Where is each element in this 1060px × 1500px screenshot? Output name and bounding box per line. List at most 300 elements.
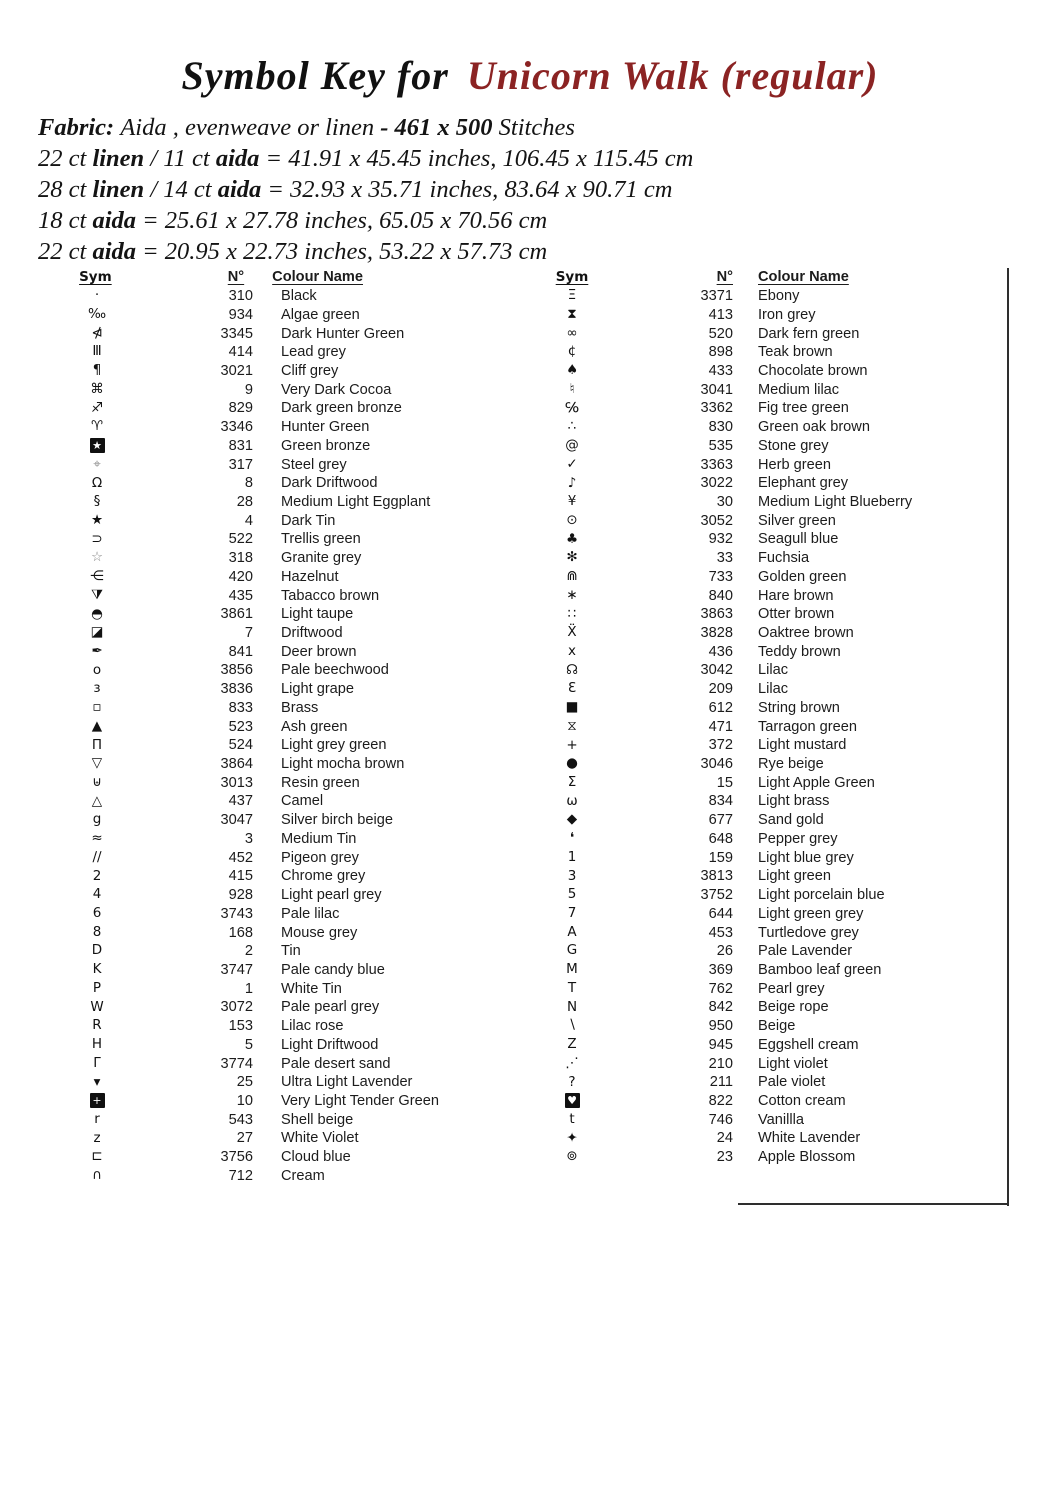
symbol-cell: ♐	[90, 399, 104, 416]
number-cell: 3052	[700, 512, 733, 529]
symbol-cell: R	[92, 1017, 102, 1034]
table-row	[537, 717, 1008, 736]
colour-name-cell: Otter brown	[758, 606, 835, 623]
number-cell: 3743	[220, 905, 253, 922]
colour-name-cell: Medium Tin	[281, 830, 357, 847]
number-cell: 3022	[700, 475, 733, 492]
table-row	[537, 867, 1008, 886]
table-row	[537, 1035, 1008, 1054]
symbol-cell: §	[93, 493, 101, 510]
colour-name-cell: Driftwood	[281, 625, 343, 642]
symbol-cell: ⌖	[93, 455, 101, 472]
symbol-cell: W	[90, 998, 104, 1015]
symbol-cell: ∷	[567, 605, 577, 622]
table-row	[62, 343, 502, 362]
colour-name-cell: Ebony	[758, 288, 800, 305]
sym-header: Sym	[79, 268, 112, 285]
number-cell: 830	[708, 419, 733, 436]
number-cell: 648	[708, 830, 733, 847]
table-row	[62, 867, 502, 886]
symbol-cell: ⊎	[92, 774, 102, 791]
symbol-cell: ✻	[566, 549, 578, 566]
number-cell: 3864	[220, 756, 253, 773]
symbol-cell: 5	[567, 886, 577, 903]
symbol-cell: ¶	[92, 362, 102, 379]
table-row	[62, 1092, 502, 1111]
colour-name-cell: Dark Tin	[281, 512, 336, 529]
colour-name-cell: Pepper grey	[758, 830, 838, 847]
number-cell: 3042	[700, 662, 733, 679]
number-cell: 452	[228, 849, 253, 866]
number-cell: 413	[708, 306, 733, 323]
symbol-cell: ★	[90, 511, 104, 528]
table-row	[62, 605, 502, 624]
number-cell: 33	[716, 550, 733, 567]
symbol-cell: A	[567, 923, 577, 940]
colour-name-cell: Very Dark Cocoa	[281, 381, 392, 398]
symbol-cell: ‰	[87, 306, 107, 323]
table-row	[62, 736, 502, 755]
fabric-line: Fabric: Aida , evenweave or linen - 461 x 500 Stitches	[38, 114, 575, 141]
colour-name-cell: Hunter Green	[281, 419, 370, 436]
number-cell: 3345	[220, 325, 253, 342]
table-row	[62, 511, 502, 530]
symbol-cell: ◆	[566, 811, 578, 828]
symbol-cell: ¥	[567, 493, 577, 510]
symbol-cell: ♪	[567, 474, 577, 491]
symbol-cell: ⊙	[566, 511, 578, 528]
colour-name-cell: White Violet	[281, 1130, 359, 1147]
number-cell: 159	[708, 849, 733, 866]
colour-name-cell: Shell beige	[281, 1111, 354, 1128]
table-row	[537, 755, 1008, 774]
number-cell: 522	[228, 531, 253, 548]
number-cell: 453	[708, 924, 733, 941]
colour-name-cell: Pale violet	[758, 1074, 826, 1091]
table-row	[62, 642, 502, 661]
table-row	[62, 549, 502, 568]
number-cell: 10	[236, 1092, 253, 1109]
number-cell: 829	[228, 400, 253, 417]
number-cell: 3362	[700, 400, 733, 417]
symbol-cell: ☊	[566, 661, 578, 678]
fabric-line: 22 ct aida = 20.95 x 22.73 inches, 53.22 x 57.73 cm	[38, 238, 548, 265]
colour-name-cell: Light violet	[758, 1055, 828, 1072]
table-row	[537, 549, 1008, 568]
table-rows	[62, 287, 502, 1186]
number-cell: 543	[228, 1111, 253, 1128]
number-cell: 3072	[220, 999, 253, 1016]
colour-name-cell: Beige rope	[758, 999, 829, 1016]
symbol-cell: ❛	[569, 830, 575, 847]
number-cell: 24	[716, 1130, 733, 1147]
number-header: N°	[227, 269, 245, 286]
colour-name-cell: Iron grey	[758, 306, 816, 323]
symbol-cell: ⋲	[90, 568, 104, 585]
colour-name-cell: Algae green	[281, 306, 360, 323]
colour-name-cell: Green bronze	[281, 437, 371, 454]
symbol-cell	[537, 1093, 607, 1108]
number-cell: 3013	[220, 774, 253, 791]
page-title	[0, 52, 1060, 99]
table-row	[62, 942, 502, 961]
table-row	[62, 848, 502, 867]
number-cell: 928	[228, 887, 253, 904]
colour-name-cell: Lilac	[758, 681, 789, 698]
table-row	[62, 530, 502, 549]
symbol-cell: ɜ	[93, 680, 101, 697]
table-row	[537, 343, 1008, 362]
symbol-cell: ⋰	[565, 1054, 579, 1071]
table-row	[537, 923, 1008, 942]
symbol-cell: D	[91, 942, 103, 959]
number-cell: 3863	[700, 606, 733, 623]
colour-name-cell: Ultra Light Lavender	[281, 1074, 413, 1091]
colour-name-cell: Herb green	[758, 456, 832, 473]
symbol-cell: 6	[92, 905, 102, 922]
symbol-cell: P	[92, 979, 102, 996]
number-cell: 7	[244, 625, 253, 642]
colour-name-cell: Medium Light Eggplant	[281, 493, 431, 510]
table-row	[62, 792, 502, 811]
colour-name-cell: Tarragon green	[758, 718, 857, 735]
number-cell: 834	[708, 793, 733, 810]
colour-name-cell: Medium Light Blueberry	[758, 493, 913, 510]
number-cell: 3747	[220, 961, 253, 978]
symbol-cell: ♮	[569, 380, 575, 397]
symbol-cell: ∴	[567, 418, 577, 435]
symbol-cell: ·	[94, 287, 100, 304]
table-row	[537, 568, 1008, 587]
number-cell: 520	[708, 325, 733, 342]
colour-name-cell: Sand gold	[758, 812, 824, 829]
symbol-cell: ▫	[92, 699, 102, 716]
number-header: N°	[716, 269, 733, 286]
table-row	[537, 605, 1008, 624]
colour-name-cell: Brass	[281, 699, 319, 716]
number-cell: 415	[228, 868, 253, 885]
colour-name-cell: Light pearl grey	[281, 887, 382, 904]
colour-key-table-left	[62, 268, 502, 1185]
table-row	[62, 568, 502, 587]
number-cell: 3828	[700, 625, 733, 642]
number-cell: 4	[244, 512, 253, 529]
table-row	[62, 699, 502, 718]
number-cell: 435	[228, 587, 253, 604]
number-cell: 3856	[220, 662, 253, 679]
symbol-cell: Γ	[93, 1054, 101, 1071]
number-cell: 3021	[220, 362, 253, 379]
number-cell: 3346	[220, 419, 253, 436]
number-cell: 23	[716, 1149, 733, 1166]
table-row	[537, 998, 1008, 1017]
number-cell: 524	[228, 737, 253, 754]
number-cell: 3363	[700, 456, 733, 473]
symbol-cell: 7	[567, 905, 577, 922]
number-cell: 27	[236, 1130, 253, 1147]
table-row	[62, 362, 502, 381]
number-cell: 436	[708, 643, 733, 660]
symbol-cell: ⊃	[91, 530, 103, 547]
symbol-cell: 3	[567, 867, 577, 884]
table-row	[62, 998, 502, 1017]
table-row	[62, 324, 502, 343]
symbol-cell: ≈	[91, 830, 103, 847]
colour-name-cell: Light porcelain blue	[758, 887, 885, 904]
colour-name-cell: Lilac rose	[281, 1018, 344, 1035]
table-row	[62, 1017, 502, 1036]
table-row	[537, 324, 1008, 343]
number-cell: 762	[708, 980, 733, 997]
symbol-cell: o	[92, 661, 102, 678]
symbol-cell: z	[93, 1129, 101, 1146]
table-row	[537, 474, 1008, 493]
colour-name-cell: Granite grey	[281, 550, 362, 567]
colour-name-header: Colour Name	[272, 269, 363, 286]
number-cell: 3756	[220, 1149, 253, 1166]
fabric-info	[38, 112, 1028, 267]
table-row	[62, 923, 502, 942]
inverse-symbol: ★	[90, 438, 105, 453]
table-row	[62, 1129, 502, 1148]
colour-name-cell: Elephant grey	[758, 475, 849, 492]
colour-name-cell: Seagull blue	[758, 531, 839, 548]
symbol-cell: N	[566, 998, 578, 1015]
colour-name-cell: Medium lilac	[758, 381, 840, 398]
symbol-cell: ♈	[90, 418, 104, 435]
colour-name-cell: Light green grey	[758, 905, 864, 922]
table-row	[62, 399, 502, 418]
symbol-cell: ∗	[566, 586, 578, 603]
table-row	[62, 624, 502, 643]
colour-name-cell: Cloud blue	[281, 1149, 351, 1166]
table-row	[537, 362, 1008, 381]
table-row	[62, 717, 502, 736]
number-cell: 310	[228, 288, 253, 305]
table-row	[537, 830, 1008, 849]
number-cell: 369	[708, 961, 733, 978]
symbol-cell: Ω	[91, 474, 103, 491]
symbol-cell: 8	[92, 923, 102, 940]
symbol-cell: K	[92, 961, 102, 978]
symbol-cell: ⧩	[90, 586, 104, 603]
table-row	[537, 493, 1008, 512]
table-row	[62, 961, 502, 980]
symbol-cell: ω	[566, 792, 578, 809]
symbol-cell: Ξ	[567, 287, 577, 304]
symbol-cell	[62, 438, 132, 453]
table-row	[62, 380, 502, 399]
colour-name-cell: Eggshell cream	[758, 1036, 859, 1053]
number-cell: 733	[708, 568, 733, 585]
symbol-cell: T	[567, 979, 577, 996]
colour-name-cell: Deer brown	[281, 643, 357, 660]
colour-name-cell: Light green	[758, 868, 832, 885]
number-cell: 841	[228, 643, 253, 660]
symbol-cell: 1	[567, 848, 577, 865]
number-cell: 677	[708, 812, 733, 829]
colour-name-cell: Cliff grey	[281, 362, 339, 379]
table-rows	[537, 287, 1008, 1167]
table-row	[537, 680, 1008, 699]
number-cell: 25	[236, 1074, 253, 1091]
symbol-cell: ⋪	[91, 324, 103, 341]
number-cell: 644	[708, 905, 733, 922]
colour-name-cell: Steel grey	[281, 456, 347, 473]
number-cell: 153	[228, 1018, 253, 1035]
number-cell: 840	[708, 587, 733, 604]
number-cell: 833	[228, 699, 253, 716]
table-border-right	[1007, 268, 1009, 1206]
table-row	[537, 530, 1008, 549]
symbol-cell: @	[565, 437, 579, 454]
fabric-line: 18 ct aida = 25.61 x 27.78 inches, 65.05 x 70.56 cm	[38, 207, 548, 234]
colour-name-cell: Tabacco brown	[281, 587, 380, 604]
symbol-cell: ⌘	[90, 380, 104, 397]
table-row	[62, 1110, 502, 1129]
colour-name-cell: Lilac	[758, 662, 789, 679]
table-row	[62, 586, 502, 605]
symbol-cell: △	[91, 792, 103, 809]
symbol-cell: Π	[91, 736, 103, 753]
number-cell: 5	[244, 1036, 253, 1053]
symbol-cell: ▾	[93, 1073, 101, 1090]
fabric-line: 28 ct linen / 14 ct aida = 32.93 x 35.71 inches, 83.64 x 90.71 cm	[38, 176, 673, 203]
colour-name-cell: Pale pearl grey	[281, 999, 380, 1016]
number-cell: 437	[228, 793, 253, 810]
symbol-cell: ▽	[91, 755, 103, 772]
table-row	[62, 1073, 502, 1092]
symbol-cell: 2	[92, 867, 102, 884]
table-row	[537, 773, 1008, 792]
number-cell: 26	[716, 943, 733, 960]
colour-name-cell: Cream	[281, 1167, 325, 1184]
colour-name-cell: Light taupe	[281, 606, 354, 623]
number-cell: 3836	[220, 681, 253, 698]
table-row	[62, 455, 502, 474]
table-row	[537, 942, 1008, 961]
table-row	[62, 493, 502, 512]
symbol-cell: ⋒	[566, 568, 578, 585]
number-cell: 612	[708, 699, 733, 716]
title-pattern-name: Unicorn Walk (regular)	[466, 53, 879, 98]
symbol-cell: ☆	[90, 549, 104, 566]
number-cell: 372	[708, 737, 733, 754]
symbol-cell: ⊚	[566, 1148, 578, 1165]
table-row	[62, 904, 502, 923]
table-row	[537, 848, 1008, 867]
colour-name-cell: Camel	[281, 793, 324, 810]
symbol-cell: ∩	[92, 1167, 102, 1184]
number-cell: 842	[708, 999, 733, 1016]
inverse-symbol: +	[90, 1093, 105, 1108]
colour-name-cell: Hare brown	[758, 587, 834, 604]
number-cell: 318	[228, 550, 253, 567]
colour-name-cell: Turtledove grey	[758, 924, 859, 941]
number-cell: 746	[708, 1111, 733, 1128]
colour-name-cell: Apple Blossom	[758, 1149, 856, 1166]
number-cell: 209	[708, 681, 733, 698]
colour-name-cell: Very Light Tender Green	[281, 1092, 439, 1109]
colour-name-cell: Pigeon grey	[281, 849, 359, 866]
number-cell: 433	[708, 362, 733, 379]
number-cell: 3046	[700, 756, 733, 773]
number-cell: 898	[708, 344, 733, 361]
symbol-cell: ∞	[566, 324, 578, 341]
table-row	[62, 1035, 502, 1054]
symbol-cell: r	[94, 1110, 100, 1127]
table-row	[537, 399, 1008, 418]
table-row	[537, 1148, 1008, 1167]
table-row	[62, 1167, 502, 1186]
colour-name-cell: Green oak brown	[758, 419, 870, 436]
table-row	[62, 305, 502, 324]
number-cell: 3861	[220, 606, 253, 623]
symbol-cell: M	[566, 961, 578, 978]
colour-name-cell: Light mocha brown	[281, 756, 405, 773]
colour-name-cell: White Tin	[281, 980, 342, 997]
symbol-cell: 4	[92, 886, 102, 903]
colour-name-cell: Stone grey	[758, 437, 829, 454]
symbol-cell: Ẍ	[567, 624, 577, 641]
symbol-cell: ●	[566, 755, 578, 772]
colour-name-cell: Cotton cream	[758, 1092, 846, 1109]
table-row	[62, 830, 502, 849]
colour-name-cell: White Lavender	[758, 1130, 861, 1147]
symbol-cell: x	[568, 642, 576, 659]
table-row	[62, 287, 502, 306]
symbol-cell: ⧗	[567, 306, 577, 323]
number-cell: 471	[708, 718, 733, 735]
title-prefix: Symbol Key for	[181, 53, 449, 98]
number-cell: 8	[244, 475, 253, 492]
colour-name-cell: Black	[281, 288, 317, 305]
symbol-cell: ℅	[565, 399, 579, 416]
table-row	[537, 961, 1008, 980]
number-cell: 30	[716, 493, 733, 510]
number-cell: 3	[244, 830, 253, 847]
number-cell: 317	[228, 456, 253, 473]
table-row	[537, 979, 1008, 998]
colour-name-cell: Pale candy blue	[281, 961, 385, 978]
symbol-cell: ♠	[565, 362, 579, 379]
symbol-cell: t	[569, 1110, 575, 1127]
colour-name-cell: Teddy brown	[758, 643, 841, 660]
number-cell: 420	[228, 568, 253, 585]
symbol-cell: ◪	[90, 624, 104, 641]
number-cell: 932	[708, 531, 733, 548]
column-headers	[537, 268, 1008, 287]
symbol-cell: ⧖	[567, 717, 577, 734]
table-row	[537, 886, 1008, 905]
symbol-cell: ⊏	[91, 1148, 103, 1165]
symbol-cell: H	[91, 1036, 103, 1053]
number-cell: 3752	[700, 887, 733, 904]
number-cell: 3371	[700, 288, 733, 305]
colour-name-cell: Lead grey	[281, 344, 346, 361]
colour-name-cell: Pale Lavender	[758, 943, 853, 960]
table-row	[62, 886, 502, 905]
fabric-line: 22 ct linen / 11 ct aida = 41.91 x 45.45 inches, 106.45 x 115.45 cm	[38, 145, 694, 172]
table-row	[62, 1054, 502, 1073]
colour-name-cell: Teak brown	[758, 344, 833, 361]
table-row	[537, 792, 1008, 811]
number-cell: 950	[708, 1018, 733, 1035]
table-row	[537, 455, 1008, 474]
table-row	[62, 474, 502, 493]
symbol-cell	[62, 1093, 132, 1108]
colour-name-cell: Hazelnut	[281, 568, 339, 585]
